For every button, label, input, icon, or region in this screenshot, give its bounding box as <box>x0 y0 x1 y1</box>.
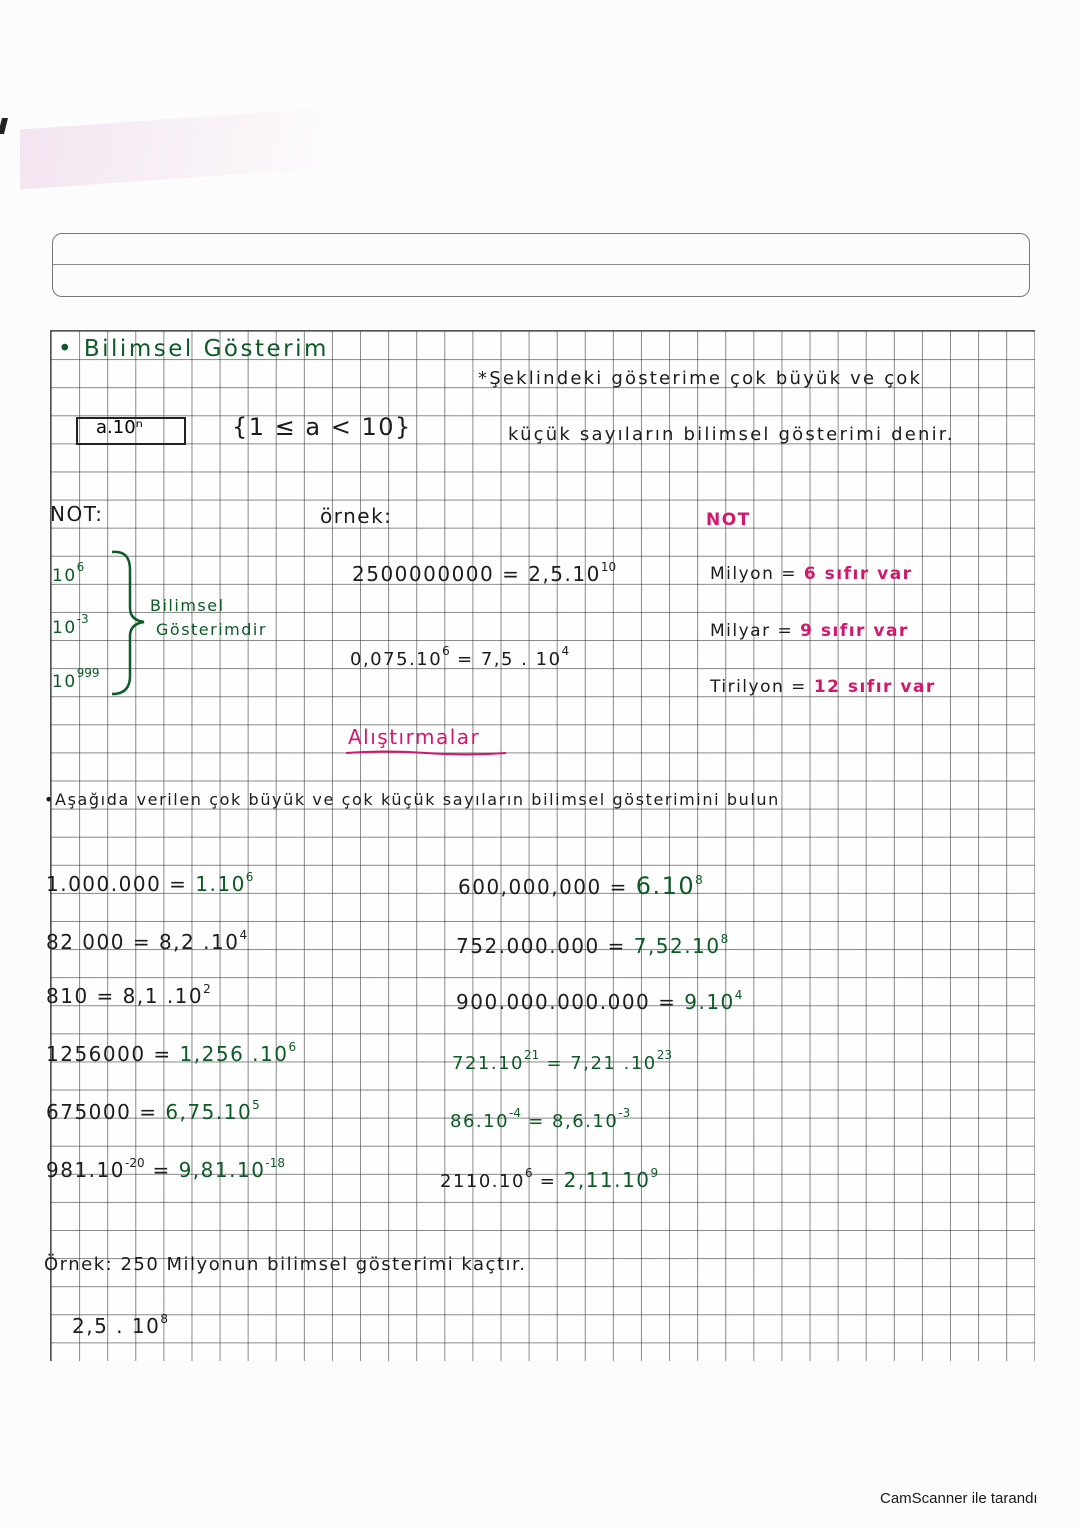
exercise-answer: 6,75.10 <box>165 1100 253 1124</box>
exercise-row <box>450 1106 630 1132</box>
definition-line-1: *Şeklindeki gösterime çok büyük ve çok <box>478 368 923 389</box>
exercise-question: 1.000.000 = <box>46 872 196 896</box>
zero-count: 6 sıfır var <box>803 564 913 584</box>
exercise-question: 721.10 <box>452 1053 524 1074</box>
exercise-question-exp: -4 <box>509 1106 521 1120</box>
exercise-answer: 9,81.10 <box>178 1158 266 1182</box>
exercise-exp: 2 <box>203 982 211 996</box>
note-base: 10 <box>52 566 77 586</box>
paper-smudge <box>20 106 350 189</box>
exercise-exp: 6 <box>245 870 254 884</box>
exercise-row <box>456 988 742 1014</box>
exercise-answer: 6.10 <box>635 872 696 900</box>
exercise-question-exp: 21 <box>523 1048 540 1062</box>
exercise-answer: 1.10 <box>195 872 246 896</box>
curly-brace-icon <box>108 548 148 698</box>
note-right-item <box>710 677 936 697</box>
note-exp: -3 <box>76 612 89 626</box>
exercise-question: 900.000.000.000 = <box>456 990 685 1014</box>
number-term: Milyar = <box>710 621 794 641</box>
exercise-row <box>46 982 211 1008</box>
note-left-item <box>52 612 89 638</box>
note-left-heading: NOT: <box>50 502 104 526</box>
note-left-item <box>52 666 100 692</box>
exercises-heading: Alıştırmalar <box>348 725 481 749</box>
exercise-answer: 2,11.10 <box>563 1168 651 1192</box>
exercise-question: 600,000,000 = <box>458 875 636 899</box>
exercise-exp: 8 <box>695 873 703 887</box>
equals-sign: = <box>539 1053 571 1074</box>
exercise-question: 1256000 = <box>46 1042 180 1066</box>
exercise-exp: 9 <box>650 1166 659 1180</box>
formula-label: a.10ⁿ <box>96 417 143 438</box>
exercise-row <box>440 1166 658 1192</box>
exercise-question: 2110.10 <box>440 1171 525 1192</box>
example-row-1 <box>352 560 616 586</box>
exercise-answer: 8,2 .10 <box>158 930 240 954</box>
zero-count: 12 sıfır var <box>813 677 936 697</box>
exercise-exp: 8 <box>720 932 729 946</box>
example-expression: 0,075.10 <box>350 649 443 670</box>
equals-sign: = <box>144 1158 179 1182</box>
grid-paper <box>50 330 1035 1361</box>
exercise-row <box>46 870 253 896</box>
note-left-item <box>52 560 84 586</box>
exercise-question: 82 000 = <box>46 930 159 954</box>
exercise-answer: 7,21 .10 <box>570 1053 657 1074</box>
note-right-item <box>710 621 909 641</box>
formula-condition: {1 ≤ a < 10} <box>232 413 412 441</box>
exercise-answer: 1,256 .10 <box>179 1042 289 1066</box>
section-title: • Bilimsel Gösterim <box>58 336 329 362</box>
exercise-row <box>46 1156 285 1182</box>
example-row-2 <box>350 644 569 670</box>
exercises-instruction: •Aşağıda verilen çok büyük ve çok küçük sayıların bilimsel gösterimini bulun <box>44 790 780 809</box>
heading-underline <box>346 750 506 756</box>
brace-label-line-1: Bilimsel <box>150 596 225 615</box>
corner-mark <box>0 118 8 134</box>
note-right-heading: NOT <box>706 510 751 530</box>
brace-label-line-2: Gösterimdir <box>156 620 267 639</box>
example-result: = 7,5 . 10 <box>449 649 562 670</box>
equals-sign: = <box>532 1171 564 1192</box>
exercise-question: 752.000.000 = <box>456 934 634 958</box>
exercise-answer: 9.10 <box>684 990 735 1014</box>
definition-line-2: küçük sayıların bilimsel gösterimi denir. <box>508 424 955 445</box>
page-header-box <box>52 233 1030 297</box>
exercise-answer: 7,52.10 <box>633 934 721 958</box>
exercise-question-exp: 6 <box>524 1166 533 1180</box>
example-expression: 2500000000 = 2,5.10 <box>352 562 601 586</box>
note-base: 10 <box>52 618 77 638</box>
exercise-exp: 5 <box>252 1098 260 1112</box>
exercise-exp: -18 <box>265 1156 286 1170</box>
answer-exp: 8 <box>160 1312 168 1326</box>
exercise-question: 86.10 <box>450 1111 510 1132</box>
exercise-exp: -3 <box>618 1106 631 1120</box>
note-base: 10 <box>52 672 77 692</box>
example-exp: 4 <box>561 644 570 658</box>
exercise-question: 675000 = <box>46 1100 166 1124</box>
zero-count: 9 sıfır var <box>800 621 909 641</box>
example-exp: 6 <box>442 644 450 658</box>
exercise-row <box>452 1048 672 1074</box>
scanner-watermark: CamScanner ile tarandı <box>880 1490 1038 1507</box>
exercise-row <box>458 872 703 900</box>
exercise-row <box>46 928 247 954</box>
equals-sign: = <box>521 1111 553 1132</box>
number-term: Milyon = <box>710 564 797 584</box>
formula-box <box>76 417 186 445</box>
note-exp: 6 <box>76 560 85 574</box>
header-divider <box>53 264 1029 265</box>
exercise-exp: 4 <box>239 928 248 942</box>
exercise-exp: 23 <box>656 1048 673 1062</box>
exercise-question-exp: -20 <box>124 1156 145 1170</box>
exercise-row <box>46 1098 260 1124</box>
final-example-question: Örnek: 250 Milyonun bilimsel gösterimi kaçtır. <box>44 1254 527 1275</box>
exercise-row <box>46 1040 296 1066</box>
final-example-answer <box>72 1312 168 1338</box>
example-exp: 10 <box>600 560 617 574</box>
exercise-exp: 6 <box>288 1040 297 1054</box>
exercise-answer: 8,1 .10 <box>122 984 204 1008</box>
exercise-question: 981.10 <box>46 1158 125 1182</box>
number-term: Tirilyon = <box>710 677 807 697</box>
note-exp: 999 <box>76 666 100 680</box>
exercise-row <box>456 932 728 958</box>
note-right-item <box>710 564 913 584</box>
exercise-exp: 4 <box>734 988 743 1002</box>
exercise-question: 810 = <box>46 984 123 1008</box>
exercise-answer: 8,6.10 <box>552 1111 619 1132</box>
example-heading: örnek: <box>320 504 393 528</box>
answer-value: 2,5 . 10 <box>72 1314 161 1338</box>
